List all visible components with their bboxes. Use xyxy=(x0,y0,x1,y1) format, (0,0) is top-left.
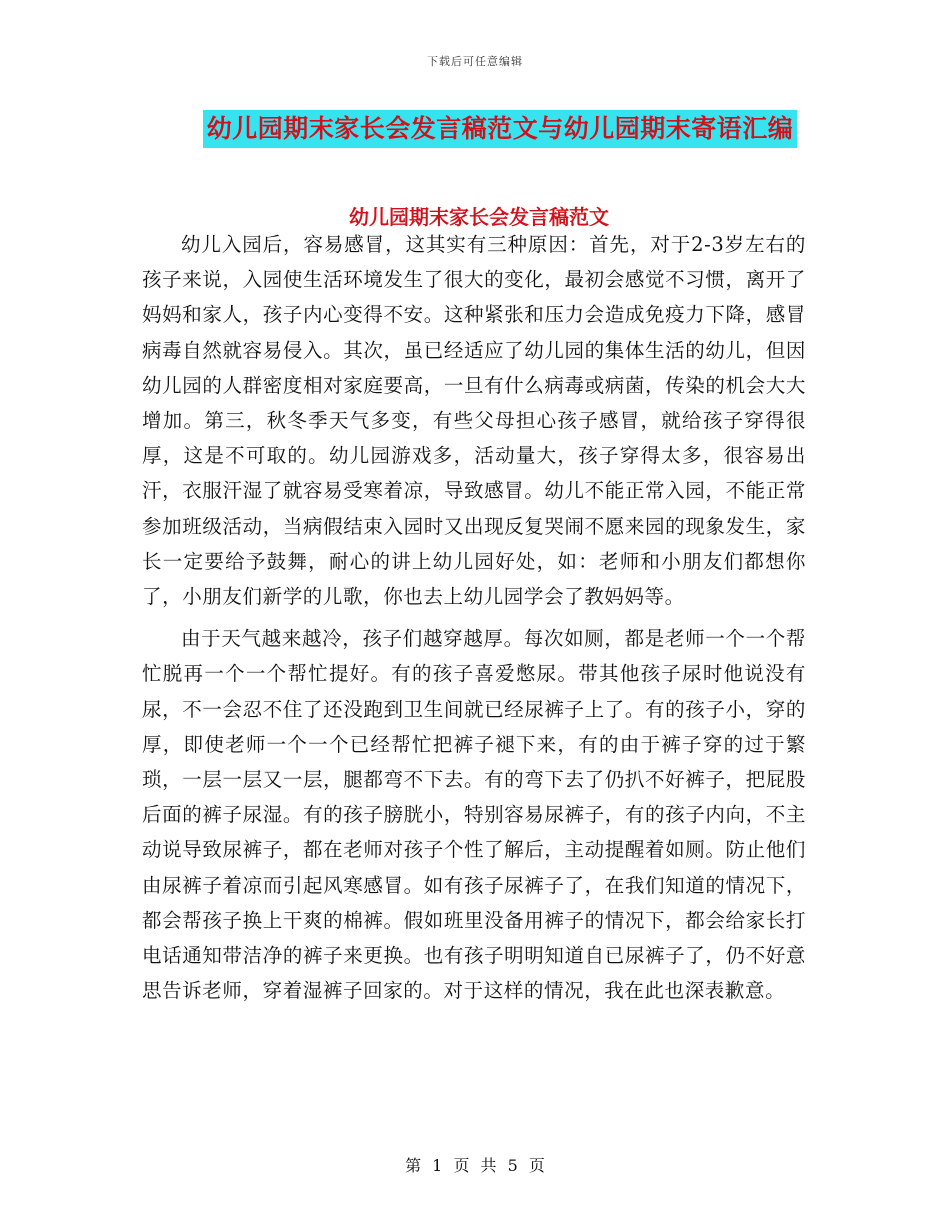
paragraph: 由于天气越来越冷，孩子们越穿越厚。每次如厕，都是老师一个一个帮忙脱再一个一个帮忙提好。有的孩子喜爱憋尿。带其他孩子尿时他说没有尿，不一会忍不住了还没跑到卫生间就已经尿裤子上了。有的孩子小，穿的厚，即使老师一个一个已经帮忙把裤子褪下来，有的由于裤子穿的过于繁琐，一层一层又一层，腿都弯不下去。有的弯下去了仍扒不好裤子，把屁股后面的裤子尿湿。有的孩子膀胱小，特别容易尿裤子，有的孩子内向，不主动说导致尿裤子，都在老师对孩子个性了解后，主动提醒着如厕。防止他们由尿裤子着凉而引起风寒感冒。如有孩子尿裤子了，在我们知道的情况下，都会帮孩子换上干爽的棉裤。假如班里没备用裤子的情况下，都会给家长打电话通知带洁净的裤子来更换。也有孩子明明知道自已尿裤子了，仍不好意思告诉老师，穿着湿裤子回家的。对于这样的情况，我在此也深表歉意。 xyxy=(142,627,806,1003)
paragraph: 幼儿入园后，容易感冒，这其实有三种原因：首先，对于2-3岁左右的孩子来说，入园使生活环境发生了很大的变化，最初会感觉不习惯，离开了妈妈和家人，孩子内心变得不安。这种紧张和压力会造成免疫力下降，感冒病毒自然就容易侵入。其次，虽已经适应了幼儿园的集体生活的幼儿，但因幼儿园的人群密度相对家庭要高，一旦有什么病毒或病菌，传染的机会大大增加。第三，秋冬季天气多变，有些父母担心孩子感冒，就给孩子穿得很厚，这是不可取的。幼儿园游戏多，活动量大，孩子穿得太多，很容易出汗，衣服汗湿了就容易受寒着凉，导致感冒。幼儿不能正常入园，不能正常参加班级活动，当病假结束入园时又出现反复哭闹不愿来园的现象发生，家长一定要给予鼓舞，耐心的讲上幼儿园好处，如：老师和小朋友们都想你了，小朋友们新学的儿歌，你也去上幼儿园学会了教妈妈等。 xyxy=(142,233,806,609)
page-header-note: 下载后可任意编辑 xyxy=(427,55,523,68)
document-title-container xyxy=(0,110,950,148)
page-number-footer: 第 1 页 共 5 页 xyxy=(405,1156,545,1175)
document-title: 幼儿园期末家长会发言稿范文与幼儿园期末寄语汇编 xyxy=(203,110,798,148)
document-body xyxy=(142,227,806,1008)
section-title: 幼儿园期末家长会发言稿范文 xyxy=(349,205,609,229)
